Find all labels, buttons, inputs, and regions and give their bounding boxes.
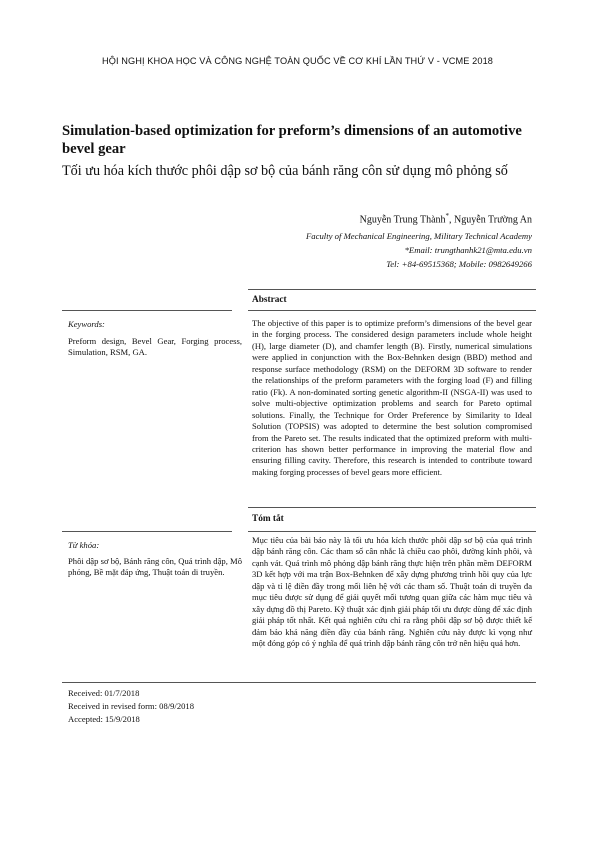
divider — [248, 531, 536, 532]
summary-heading: Tóm tắt — [252, 514, 284, 524]
author-list — [360, 212, 532, 225]
revised-date: Received in revised form: 08/9/2018 — [68, 701, 195, 711]
paper-title-english: Simulation-based optimization for preform’s dimensions of an automotive bevel gear — [62, 123, 522, 157]
paper-title-vietnamese: Tối ưu hóa kích thước phôi dập sơ bộ của bánh răng côn sử dụng mô phỏng số — [62, 163, 508, 179]
abstract-text: The objective of this paper is to optimize preform’s dimensions of the bevel gear in the forging process. The considered design parameters include whole height (H), large diameter (D), and chamfer length (B). Firstly, numerical simulations were applied in conjunction with the Box-Behnken design (BBD) method and response surface methodology (RSM) on the DEFORM 3D software to render the relationships of the preform parameters with the forging load (F) and filling ratio (Fk). A non-dominated sorting genetic algorithm-II (NSGA-II) was used to solve multi-objective optimization problems and search for Pareto optimal solutions. Finally, the Technique for Order Preference by Similarity to Ideal Solution (TOPSIS) was adopted to determine the best solution compromised from the Pareto set. The results indicated that the optimized preform with multi-criterion has shown better performance in improving the material flow and ensuring filling cavity. Therefore, this research is intended to contribute toward making forging processes of bevel gears more efficient. — [252, 318, 532, 477]
abstract-heading: Abstract — [252, 295, 287, 305]
phone: Tel: +84-69515368; Mobile: 0982649266 — [386, 259, 532, 269]
author-name: Nguyễn Trung Thành — [359, 214, 446, 226]
keywords-label: Keywords: — [68, 319, 105, 329]
keywords-text-vi: Phôi dập sơ bộ, Bánh răng côn, Quá trình dập, Mô phỏng, Bề mặt đáp ứng, Thuật toán di truyền. — [68, 556, 242, 578]
accepted-date: Accepted: 15/9/2018 — [68, 714, 140, 724]
divider — [248, 289, 536, 290]
conference-header: HỘI NGHỊ KHOA HỌC VÀ CÔNG NGHỆ TOÀN QUỐC VỀ CƠ KHÍ LẦN THỨ V - VCME 2018 — [101, 56, 493, 66]
received-date: Received: 01/7/2018 — [68, 688, 140, 698]
corresponding-author-mark: * — [445, 212, 450, 220]
divider — [248, 310, 536, 311]
keywords-text: Preform design, Bevel Gear, Forging process, Simulation, RSM, GA. — [68, 336, 242, 358]
divider — [248, 507, 536, 508]
divider — [62, 310, 232, 311]
divider — [62, 531, 232, 532]
divider — [62, 682, 536, 683]
author-name: Nguyễn Trường An — [454, 214, 532, 226]
keywords-label-vi: Từ khóa: — [68, 540, 100, 550]
email: *Email: trungthanhk21@mta.edu.vn — [404, 245, 532, 255]
affiliation: Faculty of Mechanical Engineering, Military Technical Academy — [305, 231, 532, 241]
summary-text: Mục tiêu của bài báo này là tối ưu hóa kích thước phôi dập sơ bộ của quá trình dập bánh răng côn. Các tham số cân nhắc là chiều cao phôi, đường kính phôi, và cạnh vát. Quá trình mô phỏng dập bánh răng thực hiện trên phần mềm DEFORM 3D kết hợp với ma trận Box-Behnken để xây dựng phương trình hồi quy của lực dập và tỉ lệ điền đầy trong mối liên hệ với các tham số. Thuật toán di truyền đa mục tiêu được sử dụng để giải quyết mối tương quan giữa các hàm mục tiêu và xây dựng đồ thị Pareto. Kỹ thuật xác định giải pháp tối ưu được dùng để xác định giải pháp tốt nhất. Kết quả nghiên cứu chỉ ra rằng phôi dập sơ bộ được thiết kế đảm bảo khả năng điền đầy của bánh răng. Nghiên cứu này được kì vọng như một đóng góp có ý nghĩa để quá trình dập bánh răng côn trở nên hiệu quả hơn. — [252, 535, 532, 649]
author-separator: , — [449, 214, 455, 226]
